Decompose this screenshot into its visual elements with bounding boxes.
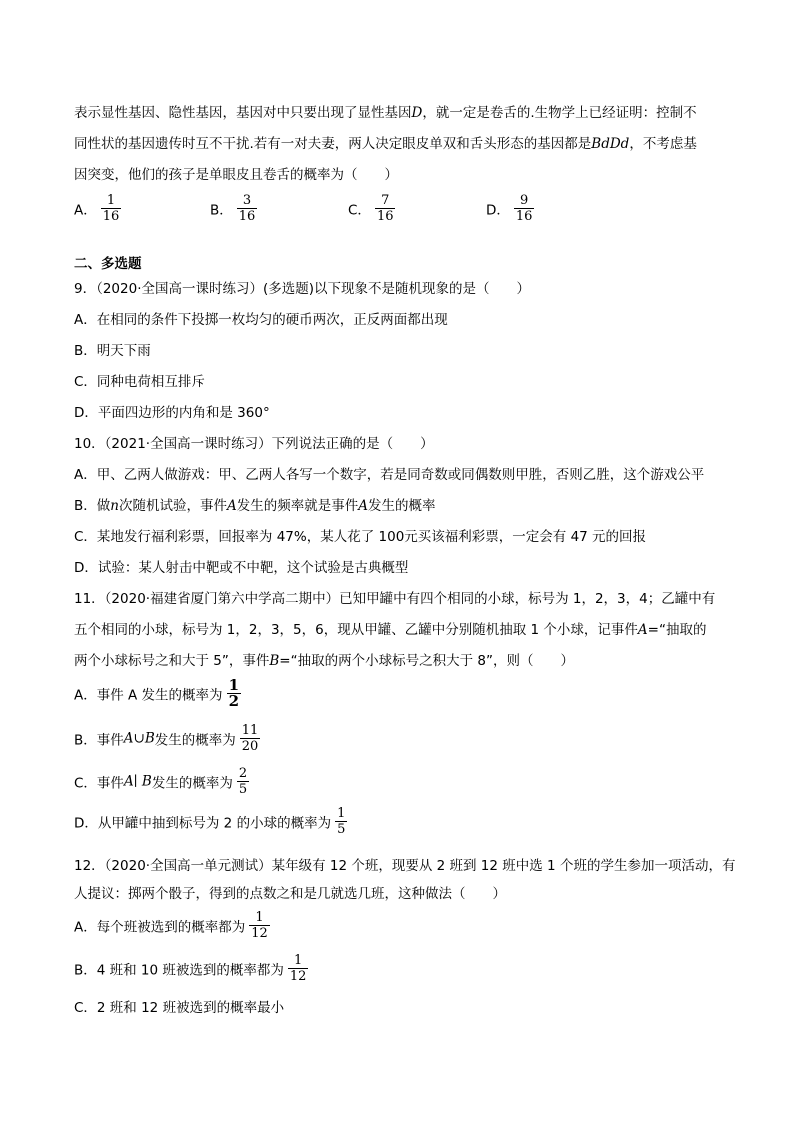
q11-option-d[interactable]: D．从甲罐中抽到标号为 2 的小球的概率为 $\frac{1}{5}$: [74, 806, 346, 837]
q8-line-2: 同性状的基因遗传时互不干扰.若有一对夫妻，两人决定眼皮单双和舌头形态的基因都是BdDd，不考虑基: [74, 136, 697, 152]
q9-option-c[interactable]: C．同种电荷相互排斥: [74, 374, 205, 390]
q12-line-2: 人提议：掷两个骰子，得到的点数之和是几就选几班，这种做法（ ）: [74, 886, 506, 902]
q8-option-c[interactable]: C． $\frac{7}{16}$: [348, 193, 394, 224]
fraction: $\frac{1}{12}$: [251, 910, 268, 941]
q12-option-a[interactable]: A．每个班被选到的概率都为 $\frac{1}{12}$: [74, 910, 268, 941]
q8-option-b[interactable]: B． $\frac{3}{16}$: [210, 193, 256, 224]
q8-line-1: 表示显性基因、隐性基因，基因对中只要出现了显性基因D，就一定是卷舌的.生物学上已经证明：控制不: [74, 105, 697, 121]
fraction: $\frac{1}{2}$: [228, 676, 239, 710]
q11-line-3: 两个小球标号之和大于 5”，事件B=“抽取的两个小球标号之积大于 8”，则（ ）: [74, 653, 574, 669]
fraction: $\frac{2}{5}$: [238, 766, 248, 797]
q11-line-1: 11．（2020·福建省厦门第六中学高二期中）已知甲罐中有四个相同的小球，标号为 1，2，3，4；乙罐中有: [74, 591, 716, 607]
q12-option-b[interactable]: B．4 班和 10 班被选到的概率都为 $\frac{1}{12}$: [74, 953, 307, 984]
q9-stem: 9．（2020·全国高一课时练习）(多选题)以下现象不是随机现象的是（ ）: [74, 281, 531, 297]
q11-line-2: 五个相同的小球，标号为 1，2，3，5，6，现从甲罐、乙罐中分别随机抽取 1 个小球，记事件A=“抽取的: [74, 622, 707, 638]
q10-option-d[interactable]: D．试验：某人射击中靶或不中靶，这个试验是古典概型: [74, 560, 409, 576]
q10-option-b[interactable]: B．做n次随机试验，事件A发生的频率就是事件A发生的概率: [74, 498, 436, 514]
fraction: $\frac{9}{16}$: [515, 193, 533, 224]
q9-option-d[interactable]: D．平面四边形的内角和是 360°: [74, 405, 270, 421]
fraction: $\frac{7}{16}$: [376, 193, 394, 224]
var-bddd: BdDd: [591, 136, 630, 152]
q8-option-a[interactable]: A． $\frac{1}{16}$: [74, 193, 120, 224]
fraction: $\frac{3}{16}$: [238, 193, 256, 224]
q11-option-b[interactable]: B．事件A∪B发生的概率为 $\frac{11}{20}$: [74, 723, 259, 754]
q11-option-c[interactable]: C．事件A∣ B发生的概率为 $\frac{2}{5}$: [74, 766, 248, 797]
var-d: D: [411, 105, 423, 121]
q9-option-a[interactable]: A．在相同的条件下投掷一枚均匀的硬币两次，正反两面都出现: [74, 312, 448, 328]
q10-option-c[interactable]: C．某地发行福利彩票，回报率为 47%，某人花了 100元买该福利彩票，一定会有 47 元的回报: [74, 529, 647, 545]
q11-option-a[interactable]: A．事件 A 发生的概率为 $\frac{1}{2}$: [74, 676, 239, 710]
fraction: $\frac{11}{20}$: [241, 723, 259, 754]
q10-stem: 10．（2021·全国高一课时练习）下列说法正确的是（ ）: [74, 436, 434, 452]
section-heading: 二、多选题: [74, 256, 142, 272]
q10-option-a[interactable]: A．甲、乙两人做游戏：甲、乙两人各写一个数字，若是同奇数或同偶数则甲胜，否则乙胜，这个游戏公平: [74, 467, 705, 483]
q8-option-d[interactable]: D． $\frac{9}{16}$: [486, 193, 533, 224]
q9-option-b[interactable]: B．明天下雨: [74, 343, 151, 359]
fraction: $\frac{1}{5}$: [337, 806, 346, 837]
fraction: $\frac{1}{12}$: [289, 953, 307, 984]
q8-line-3: 因突变，他们的孩子是单眼皮且卷舌的概率为（ ）: [74, 167, 398, 183]
q12-option-c[interactable]: C．2 班和 12 班被选到的概率最小: [74, 1000, 285, 1016]
fraction: $\frac{1}{16}$: [102, 193, 120, 224]
q12-line-1: 12．（2020·全国高一单元测试）某年级有 12 个班，现要从 2 班到 12 班中选 1 个班的学生参加一项活动，有: [74, 858, 736, 874]
